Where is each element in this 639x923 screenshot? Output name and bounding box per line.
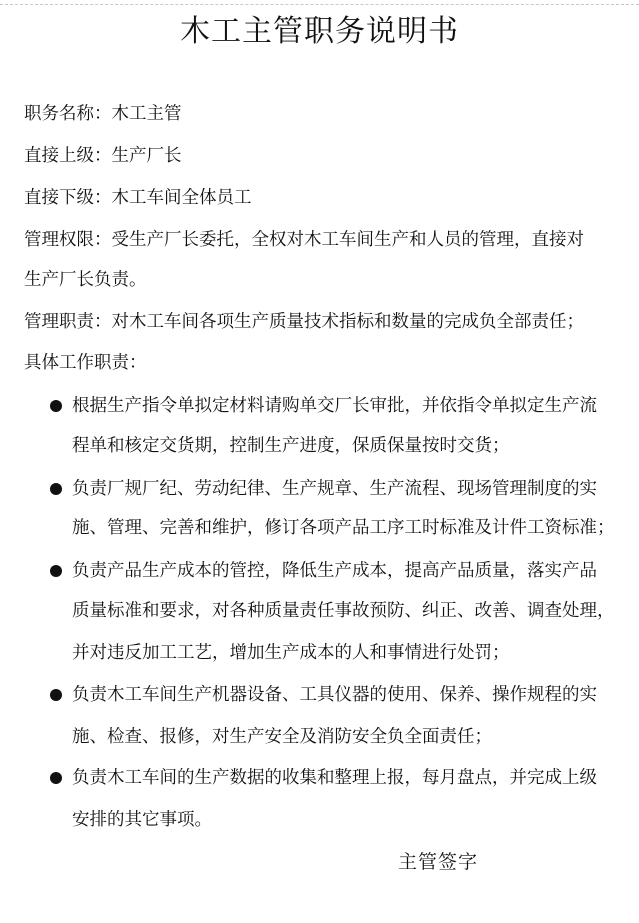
duty-5-line-2: 安排的其它事项。 <box>72 810 212 830</box>
duty-5-line-1: 负责木工车间的生产数据的收集和整理上报，每月盘点，并完成上级 <box>72 768 597 788</box>
duty-4-line-2: 施、检查、报修，对生产安全及消防安全负全面责任； <box>72 727 492 747</box>
job-title-line: 职务名称：木工主管 <box>24 104 182 124</box>
duty-3-line-1: 负责产品生产成本的管控，降低生产成本，提高产品质量，落实产品 <box>72 561 597 581</box>
duties-heading: 具体工作职责： <box>24 353 147 373</box>
bullet-dot-icon <box>50 689 62 701</box>
bullet-dot-icon <box>50 483 62 495</box>
duty-3-line-3: 并对违反加工工艺，增加生产成本的人和事情进行处罚； <box>72 643 510 663</box>
direct-subordinate-line: 直接下级：木工车间全体员工 <box>24 188 252 208</box>
direct-superior-line: 直接上级：生产厂长 <box>24 146 182 166</box>
duty-2-line-2: 施、管理、完善和维护，修订各项产品工序工时标准及计件工资标准； <box>72 518 615 538</box>
duty-1-line-1: 根据生产指令单拟定材料请购单交厂长审批，并依指令单拟定生产流 <box>72 396 597 416</box>
document-title: 木工主管职务说明书 <box>180 14 459 49</box>
duty-3-line-2: 质量标准和要求，对各种质量责任事故预防、纠正、改善、调查处理， <box>72 601 615 621</box>
duty-4-line-1: 负责木工车间生产机器设备、工具仪器的使用、保养、操作规程的实 <box>72 685 597 705</box>
duty-1-line-2: 程单和核定交货期，控制生产进度，保质保量按时交货； <box>72 436 510 456</box>
authority-line-1: 管理权限：受生产厂长委托，全权对木工车间生产和人员的管理，直接对 <box>24 230 584 250</box>
bullet-dot-icon <box>50 400 62 412</box>
bullet-dot-icon <box>50 772 62 784</box>
page-top-rule <box>0 4 639 5</box>
duty-2-line-1: 负责厂规厂纪、劳动纪律、生产规章、生产流程、现场管理制度的实 <box>72 479 597 499</box>
authority-line-2: 生产厂长负责。 <box>24 270 147 290</box>
supervisor-signature-label: 主管签字 <box>398 851 479 873</box>
bullet-dot-icon <box>50 565 62 577</box>
responsibility-line: 管理职责：对木工车间各项生产质量技术指标和数量的完成负全部责任； <box>24 312 584 332</box>
